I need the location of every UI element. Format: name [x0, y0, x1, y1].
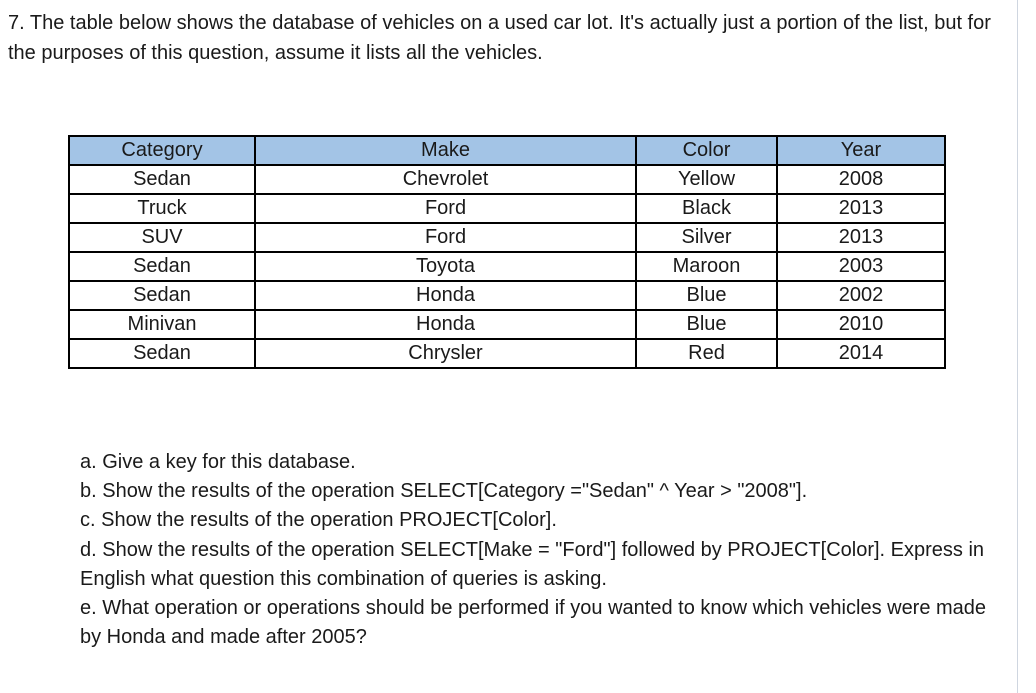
cell-category: Minivan	[69, 310, 255, 339]
question-e: e. What operation or operations should be performed if you wanted to know which vehicles were made by Honda and made after 2005?	[80, 597, 987, 649]
question-d: d. Show the results of the operation SELECT[Make = "Ford"] followed by PROJECT[Color]. Express in English what question this combination of queries is asking.	[80, 538, 985, 590]
table-row	[69, 194, 945, 223]
cell-color: Silver	[636, 223, 777, 252]
cell-make: Ford	[255, 194, 636, 223]
cell-category: Sedan	[69, 281, 255, 310]
question-b: b. Show the results of the operation SELECT[Category ="Sedan" ^ Year > "2008"].	[80, 480, 808, 503]
table-header-row	[69, 136, 945, 165]
cell-category: Sedan	[69, 339, 255, 368]
question-list	[80, 448, 1000, 652]
cell-make: Honda	[255, 281, 636, 310]
cell-year: 2002	[777, 281, 945, 310]
cell-make: Ford	[255, 223, 636, 252]
header-year: Year	[777, 136, 945, 165]
question-c: c. Show the results of the operation PROJECT[Color].	[80, 509, 557, 532]
table-row	[69, 339, 945, 368]
cell-year: 2013	[777, 194, 945, 223]
cell-category: Truck	[69, 194, 255, 223]
cell-year: 2010	[777, 310, 945, 339]
cell-category: Sedan	[69, 252, 255, 281]
header-color: Color	[636, 136, 777, 165]
cell-make: Chrysler	[255, 339, 636, 368]
cell-year: 2013	[777, 223, 945, 252]
table-row	[69, 223, 945, 252]
header-make: Make	[255, 136, 636, 165]
cell-color: Black	[636, 194, 777, 223]
table-row	[69, 310, 945, 339]
page-right-rule	[1017, 0, 1018, 693]
cell-year: 2003	[777, 252, 945, 281]
cell-make: Chevrolet	[255, 165, 636, 194]
cell-make: Toyota	[255, 252, 636, 281]
cell-category: SUV	[69, 223, 255, 252]
cell-category: Sedan	[69, 165, 255, 194]
question-intro: 7. The table below shows the database of vehicles on a used car lot. It's actually just a portion of the list, but for the purposes of this question, assume it lists all the vehicles.	[8, 12, 991, 64]
header-category: Category	[69, 136, 255, 165]
table-row	[69, 165, 945, 194]
cell-color: Maroon	[636, 252, 777, 281]
cell-color: Yellow	[636, 165, 777, 194]
cell-year: 2008	[777, 165, 945, 194]
vehicle-database-table	[68, 135, 946, 369]
cell-color: Blue	[636, 281, 777, 310]
table-row	[69, 281, 945, 310]
vehicle-table-container	[68, 135, 946, 369]
cell-make: Honda	[255, 310, 636, 339]
cell-year: 2014	[777, 339, 945, 368]
question-a: a. Give a key for this database.	[80, 451, 356, 473]
table-row	[69, 252, 945, 281]
cell-color: Red	[636, 339, 777, 368]
cell-color: Blue	[636, 310, 777, 339]
